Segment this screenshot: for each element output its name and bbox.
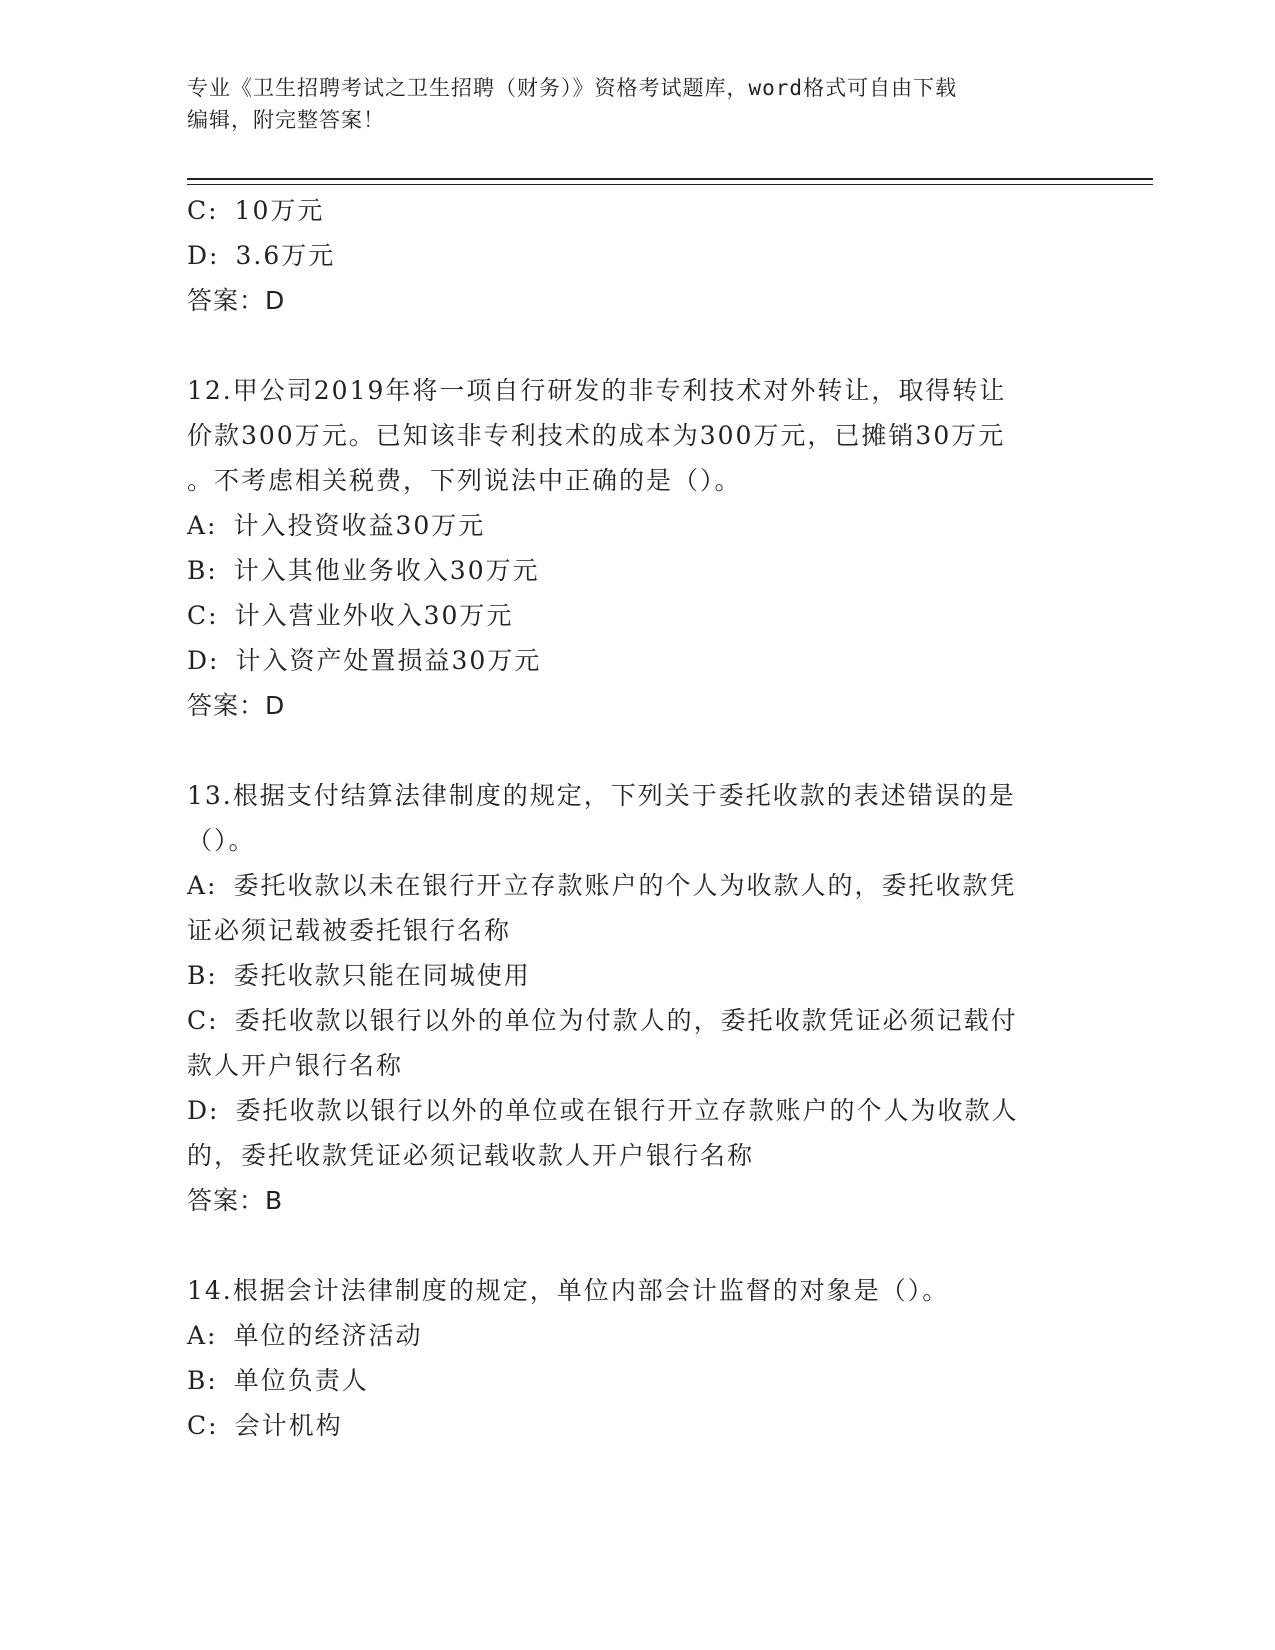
option-text: 单位负责人 [233,1366,369,1395]
option-text: 计入投资收益30万元 [233,511,486,540]
page-header [187,72,1067,136]
q13-option-d [187,1088,1067,1133]
option-label: C: [187,196,219,225]
option-text: 10万元 [234,196,325,225]
q13-answer: 答案：B [187,1186,284,1215]
spacer [187,323,1067,368]
q13-option-c-cont: 款人开户银行名称 [187,1051,404,1080]
option-label: D: [187,646,220,675]
header-divider-thin [187,184,1153,185]
option-label: C: [187,1006,219,1035]
q14-option-c [187,1403,1067,1448]
q12-stem-line-2: 价款300万元。已知该非专利技术的成本为300万元，已摊销30万元 [187,421,1006,450]
q12-option-c [187,593,1067,638]
option-text: 委托收款只能在同城使用 [233,961,531,990]
option-text: 委托收款以银行以外的单位或在银行开立存款账户的个人为收款人 [235,1096,1019,1125]
option-text: 委托收款以未在银行开立存款账户的个人为收款人的，委托收款凭 [233,871,1017,900]
option-label: A: [187,1321,218,1350]
option-label: B: [187,556,218,585]
spacer [187,1223,1067,1268]
q13-option-c [187,998,1067,1043]
option-text: 计入营业外收入30万元 [234,601,514,630]
option-label: B: [187,1366,218,1395]
option-text: 计入其他业务收入30万元 [233,556,540,585]
q14-option-b [187,1358,1067,1403]
q12-option-a [187,503,1067,548]
option-label: A: [187,871,218,900]
q12-stem-line-1: 12.甲公司2019年将一项自行研发的非专利技术对外转让，取得转让 [187,376,1007,405]
question-content [187,188,1067,1448]
q14-stem-line-1: 14.根据会计法律制度的规定，单位内部会计监督的对象是（）。 [187,1276,950,1305]
option-label: B: [187,961,218,990]
option-label: C: [187,601,219,630]
q11-option-d [187,233,1067,278]
q12-stem-line-3: 。不考虑相关税费，下列说法中正确的是（）。 [187,466,742,495]
spacer [187,728,1067,773]
header-line-1: 专业《卫生招聘考试之卫生招聘（财务）》资格考试题库，word格式可自由下载 [187,76,958,100]
q11-option-c [187,188,1067,233]
option-text: 委托收款以银行以外的单位为付款人的，委托收款凭证必须记载付 [234,1006,1018,1035]
q13-option-d-cont: 的，委托收款凭证必须记载收款人开户银行名称 [187,1141,755,1170]
option-label: D: [187,1096,220,1125]
q14-option-a [187,1313,1067,1358]
q13-option-b [187,953,1067,998]
option-label: A: [187,511,218,540]
q12-answer: 答案：D [187,691,286,720]
q13-option-a [187,863,1067,908]
option-text: 单位的经济活动 [233,1321,423,1350]
q13-stem-line-2: （）。 [187,826,256,855]
q11-answer: 答案：D [187,286,286,315]
q13-stem-line-1: 13.根据支付结算法律制度的规定，下列关于委托收款的表述错误的是 [187,781,1016,810]
q13-option-a-cont: 证必须记载被委托银行名称 [187,916,512,945]
option-label: D: [187,241,220,270]
option-text: 3.6万元 [235,241,336,270]
header-divider-thick [187,178,1153,180]
option-text: 会计机构 [234,1411,343,1440]
option-label: C: [187,1411,219,1440]
header-line-2: 编辑，附完整答案！ [187,108,385,132]
q12-option-d [187,638,1067,683]
q12-option-b [187,548,1067,593]
option-text: 计入资产处置损益30万元 [235,646,542,675]
